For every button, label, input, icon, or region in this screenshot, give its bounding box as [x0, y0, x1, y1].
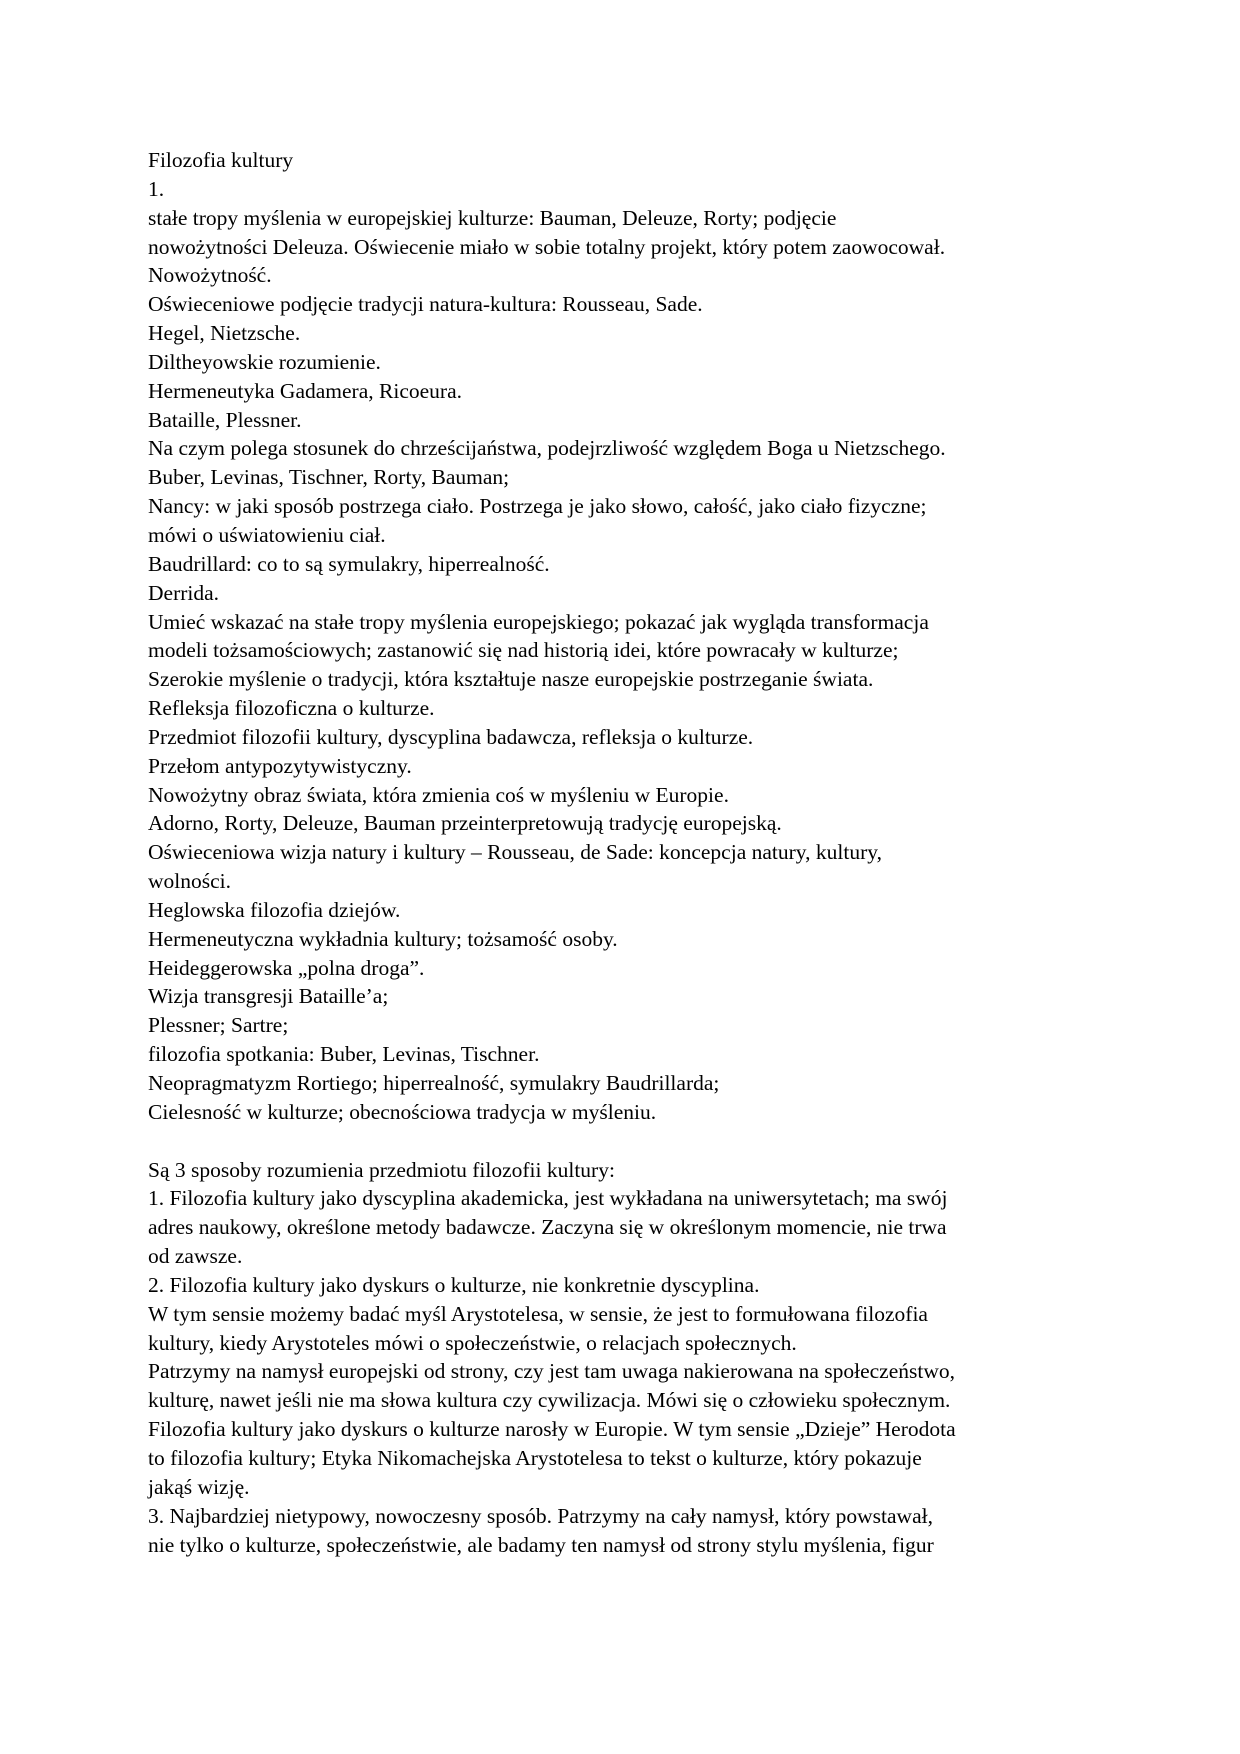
text-line: Filozofia kultury jako dyskurs o kulturze narosły w Europie. W tym sensie „Dzieje” Herodota — [148, 1417, 956, 1442]
text-line: Są 3 sposoby rozumienia przedmiotu filozofii kultury: — [148, 1157, 615, 1182]
text-line: Diltheyowskie rozumienie. — [148, 349, 381, 374]
text-line: Przedmiot filozofii kultury, dyscyplina badawcza, refleksja o kulturze. — [148, 724, 754, 749]
text-line: Refleksja filozoficzna o kulturze. — [148, 696, 435, 721]
text-line: kulturę, nawet jeśli nie ma słowa kultura czy cywilizacja. Mówi się o człowieku społecznym. — [148, 1388, 951, 1413]
text-line: Heideggerowska „polna droga”. — [148, 955, 425, 980]
text-line: Przełom antypozytywistyczny. — [148, 753, 412, 778]
text-line: mówi o uświatowieniu ciał. — [148, 522, 386, 547]
text-line: Derrida. — [148, 580, 220, 605]
text-line: Baudrillard: co to są symulakry, hiperrealność. — [148, 551, 550, 576]
methods-section — [148, 1156, 1098, 1560]
text-line: kultury, kiedy Arystoteles mówi o społeczeństwie, o relacjach społecznych. — [148, 1330, 797, 1355]
text-line: 1. Filozofia kultury jako dyscyplina akademicka, jest wykładana na uniwersytetach; ma swój — [148, 1186, 948, 1211]
text-line: adres naukowy, określone metody badawcze. Zaczyna się w określonym momencie, nie trwa — [148, 1215, 947, 1240]
text-line: Plessner; Sartre; — [148, 1013, 289, 1038]
text-line: Bataille, Plessner. — [148, 407, 302, 432]
text-line: Nowożytność. — [148, 263, 272, 288]
document-title: Filozofia kultury — [148, 148, 294, 172]
text-line: stałe tropy myślenia w europejskiej kulturze: Bauman, Deleuze, Rorty; podjęcie — [148, 205, 837, 230]
document-body — [148, 146, 1098, 1559]
text-line: Adorno, Rorty, Deleuze, Bauman przeinterpretowują tradycję europejską. — [148, 811, 782, 836]
text-line: Heglowska filozofia dziejów. — [148, 897, 401, 922]
text-line: Wizja transgresji Bataille’a; — [148, 984, 389, 1009]
text-line: Umieć wskazać na stałe tropy myślenia europejskiego; pokazać jak wygląda transformacja — [148, 609, 929, 634]
text-line: Cielesność w kulturze; obecnościowa tradycja w myśleniu. — [148, 1099, 657, 1124]
text-line: Buber, Levinas, Tischner, Rorty, Bauman; — [148, 465, 510, 490]
text-line: 3. Najbardziej nietypowy, nowoczesny sposób. Patrzymy na cały namysł, który powstawał, — [148, 1503, 933, 1528]
notes-list — [148, 204, 1098, 1127]
section-number: 1. — [148, 176, 165, 201]
text-line: Hegel, Nietzsche. — [148, 321, 301, 346]
text-line: Nancy: w jaki sposób postrzega ciało. Postrzega je jako słowo, całość, jako ciało fizyczne; — [148, 494, 927, 519]
text-line: Na czym polega stosunek do chrześcijaństwa, podejrzliwość względem Boga u Nietzschego. — [148, 436, 946, 461]
text-line: Hermeneutyczna wykładnia kultury; tożsamość osoby. — [148, 926, 618, 951]
text-line: 2. Filozofia kultury jako dyskurs o kulturze, nie konkretnie dyscyplina. — [148, 1272, 760, 1297]
text-line: W tym sensie możemy badać myśl Arystotelesa, w sensie, że jest to formułowana filozofia — [148, 1301, 928, 1326]
text-line: wolności. — [148, 869, 232, 894]
text-line: Patrzymy na namysł europejski od strony, czy jest tam uwaga nakierowana na społeczeństwo, — [148, 1359, 956, 1384]
text-line: modeli tożsamościowych; zastanowić się nad historią idei, które powracały w kulturze; — [148, 638, 899, 663]
text-line: Szerokie myślenie o tradycji, która kształtuje nasze europejskie postrzeganie świata. — [148, 667, 874, 692]
text-line: filozofia spotkania: Buber, Levinas, Tischner. — [148, 1042, 540, 1067]
text-line: Neopragmatyzm Rortiego; hiperrealność, symulakry Baudrillarda; — [148, 1071, 720, 1095]
paragraph-gap — [148, 1127, 1098, 1156]
text-line: to filozofia kultury; Etyka Nikomachejska Arystotelesa to tekst o kulturze, który pokazuje — [148, 1445, 922, 1470]
text-line: Hermeneutyka Gadamera, Ricoeura. — [148, 378, 462, 403]
text-line: od zawsze. — [148, 1244, 243, 1269]
text-line: jakąś wizję. — [148, 1474, 250, 1499]
text-line: nie tylko o kulturze, społeczeństwie, ale badamy ten namysł od strony stylu myślenia, figur — [148, 1532, 934, 1557]
text-line: Nowożytny obraz świata, która zmienia coś w myśleniu w Europie. — [148, 782, 729, 807]
text-line: Oświeceniowe podjęcie tradycji natura-kultura: Rousseau, Sade. — [148, 292, 703, 317]
text-line: nowożytności Deleuza. Oświecenie miało w sobie totalny projekt, który potem zaowocował. — [148, 234, 946, 259]
text-line: Oświeceniowa wizja natury i kultury – Rousseau, de Sade: koncepcja natury, kultury, — [148, 840, 882, 865]
